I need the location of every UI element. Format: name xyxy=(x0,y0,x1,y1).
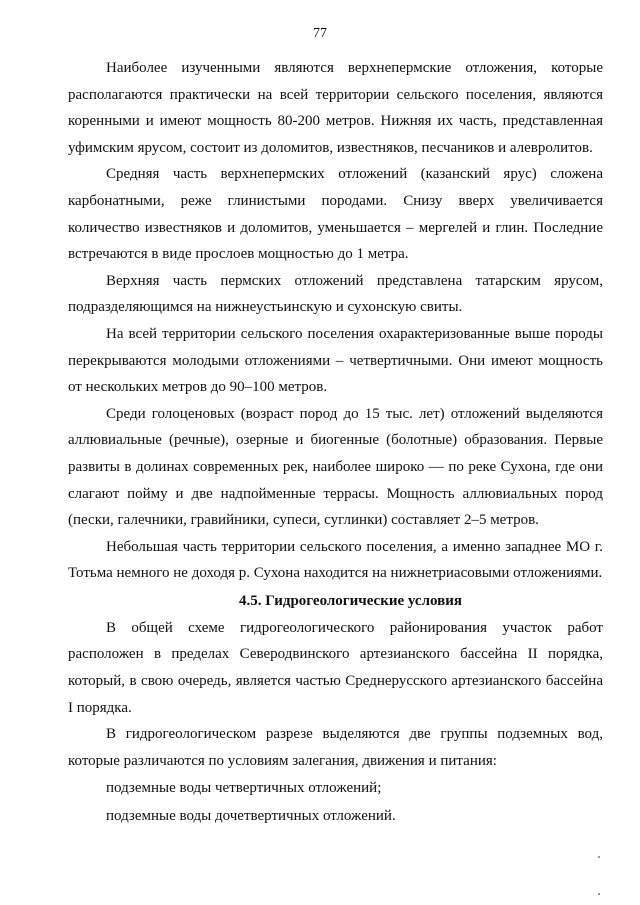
paragraph-quaternary: На всей территории сельского поселения охарактеризованные выше породы перекрываются молодыми отложениями – четвертичными. Они имеют мощность от нескольких метров до 90–100 метров. xyxy=(68,325,603,396)
paragraph-groundwater-groups: В гидрогеологическом разрезе выделяются две группы подземных вод, которые различаются по условиям залегания, движения и питания: xyxy=(68,726,603,769)
list-item: подземные воды четвертичных отложений; xyxy=(106,780,382,797)
paragraph-hydro-zoning: В общей схеме гидрогеологического районирования участок работ расположен в пределах Северодвинского артезианского бассейна II порядка, который, в свою очередь, является частью Среднерусского артезианского бассейна I порядка. xyxy=(68,619,603,716)
paragraph-holocene: Среди голоценовых (возраст пород до 15 тыс. лет) отложений выделяются аллювиальные (речные), озерные и биогенные (болотные) образования. Первые развиты в долинах современных рек, наиболее широко — по реке Сухона, где они слагают пойму и две надпойменные террасы. Мощность аллювиальных пород (пески, галечники, гравийники, супеси, суглинки) составляет 2–5 метров. xyxy=(68,405,603,529)
paragraph-lower-triassic: Небольшая часть территории сельского поселения, а именно западнее МО г. Тотьма немного не доходя р. Сухона находится на нижнетриасовыми отложениями. xyxy=(68,538,603,582)
scan-speck xyxy=(598,893,600,895)
page-content xyxy=(68,55,603,830)
list-item: подземные воды дочетвертичных отложений. xyxy=(106,808,396,825)
section-heading: 4.5. Гидрогеологические условия xyxy=(239,592,462,609)
paragraph-kazan-stage: Средняя часть верхнепермских отложений (казанский ярус) сложена карбонатными, реже глинистыми породами. Снизу вверх увеличивается количество известняков и доломитов, уменьшается – мергелей и глин. Последние встречаются в виде прослоев мощностью до 1 метра. xyxy=(68,166,603,263)
scan-speck xyxy=(598,856,600,858)
paragraph-upper-permian: Наиболее изученными являются верхнепермские отложения, которые располагаются практически на всей территории сельского поселения, являются коренными и имеют мощность 80-200 метров. Нижняя их часть, представленная уфимским ярусом, состоит из доломитов, известняков, песчаников и алевролитов. xyxy=(68,60,603,156)
page-number: 77 xyxy=(313,26,327,41)
paragraph-tatar-stage: Верхняя часть пермских отложений представлена татарским ярусом, подразделяющимся на нижнеустьинскую и сухонскую свиты. xyxy=(68,272,603,316)
